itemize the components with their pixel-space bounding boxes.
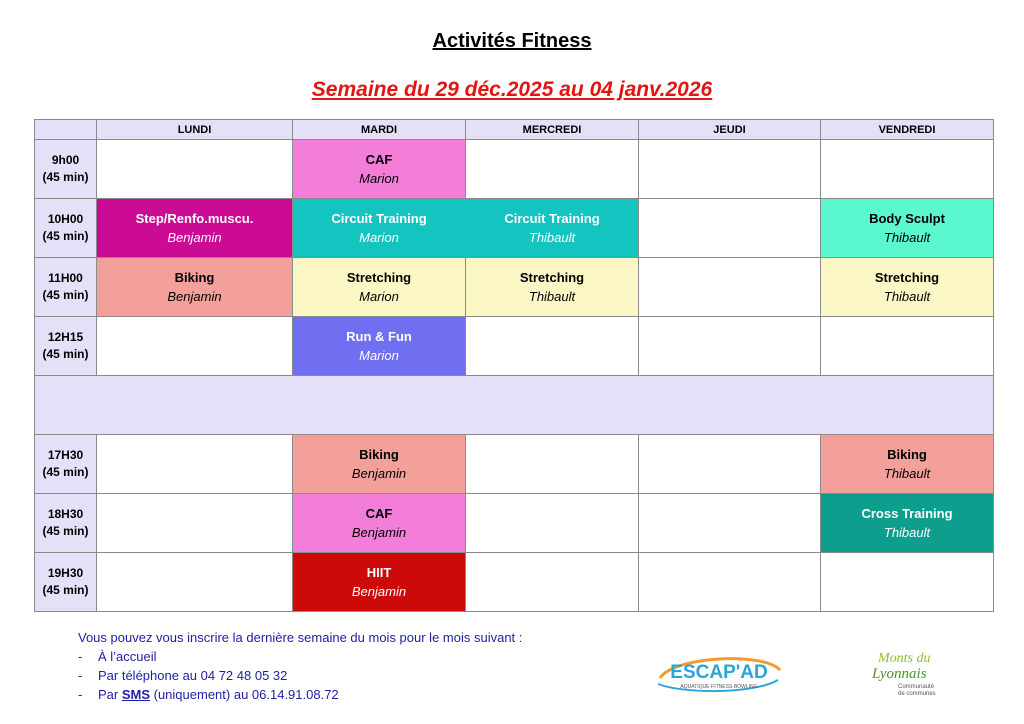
day-header-row [35,120,994,140]
time-label: 12H15 [47,330,84,344]
week-subtitle: Semaine du 29 déc.2025 au 04 janv.2026 [311,78,713,101]
time-slot-row [35,258,994,317]
coach-name: Benjamin [351,525,407,540]
empty-cell [639,140,821,199]
coach-name: Marion [359,230,399,245]
monts-logo-sub1: Communauté [898,684,935,690]
time-cell [35,140,97,199]
coach-name: Benjamin [351,466,407,481]
activity-name: CAF [365,506,393,521]
activity-cell-vendredi [821,494,994,553]
duration-label: (45 min) [42,465,89,479]
registration-list [78,647,522,704]
midday-break-cell [35,376,994,435]
coach-name: Benjamin [351,584,407,599]
monts-du-lyonnais-logo [868,646,954,698]
sms-word: SMS [121,687,151,702]
activity-name: Step/Renfo.muscu. [135,211,254,226]
empty-cell [97,140,293,199]
registration-item-accueil: - À l’accueil [78,647,522,666]
activity-cell-mercredi [466,199,639,258]
activity-name: Circuit Training [331,211,427,226]
empty-cell [639,553,821,612]
activity-cell-mardi [293,553,466,612]
time-label: 17H30 [47,448,84,462]
time-label: 9h00 [51,153,80,167]
empty-cell [97,435,293,494]
time-label: 19H30 [47,566,84,580]
empty-cell [639,317,821,376]
activity-cell-mardi [293,199,466,258]
day-header-lundi: LUNDI [97,120,293,140]
empty-cell [639,199,821,258]
empty-cell [97,317,293,376]
activity-cell-mardi [293,435,466,494]
schedule-table [34,119,994,612]
day-header-vendredi: VENDREDI [821,120,994,140]
registration-intro: Vous pouvez vous inscrire la dernière semaine du mois pour le mois suivant : [78,630,523,645]
page-title: Activités Fitness [432,30,592,52]
time-cell [35,494,97,553]
empty-cell [97,494,293,553]
coach-name: Benjamin [167,230,222,245]
activity-cell-mardi [293,317,466,376]
empty-cell [821,553,994,612]
sms-suffix: (uniquement) au 06.14.91.08.72 [150,687,339,702]
activity-name: Cross Training [861,506,953,521]
activity-name: Biking [887,447,927,462]
coach-name: Thibault [883,230,931,245]
monts-logo-line2: Lyonnais [872,666,927,682]
corner-cell [35,120,97,140]
activity-cell-mardi [293,494,466,553]
coach-name: Thibault [883,525,931,540]
empty-cell [466,435,639,494]
time-cell [35,199,97,258]
registration-info [78,628,522,704]
time-slot-row [35,199,994,258]
activity-name: Biking [359,447,399,462]
day-header-mercredi: MERCREDI [466,120,639,140]
empty-cell [821,140,994,199]
empty-cell [97,553,293,612]
activity-name: Stretching [874,270,940,285]
empty-cell [639,494,821,553]
midday-break-row [35,376,994,435]
escapad-logo-name: ESCAP'AD [670,662,768,683]
activity-name: Biking [174,270,215,285]
activity-cell-mercredi [466,258,639,317]
activity-name: Circuit Training [504,211,600,226]
time-slot-row [35,317,994,376]
activity-cell-vendredi [821,258,994,317]
time-cell [35,553,97,612]
activity-name: CAF [365,152,393,167]
empty-cell [639,258,821,317]
empty-cell [466,553,639,612]
activity-cell-mardi [293,258,466,317]
time-cell [35,317,97,376]
empty-cell [639,435,821,494]
day-header-mardi: MARDI [293,120,466,140]
empty-cell [821,317,994,376]
day-header-jeudi: JEUDI [639,120,821,140]
duration-label: (45 min) [42,229,89,243]
duration-label: (45 min) [42,524,89,538]
duration-label: (45 min) [42,288,89,302]
monts-logo-line1: Monts du [878,651,931,666]
time-label: 10H00 [47,212,84,226]
sms-prefix: Par [98,687,122,702]
empty-cell [466,494,639,553]
time-slot-row [35,553,994,612]
time-cell [35,258,97,317]
activity-name: Run & Fun [346,329,412,344]
monts-logo-sub2: de communes [898,691,936,697]
duration-label: (45 min) [42,583,89,597]
time-slot-row [35,494,994,553]
empty-cell [466,140,639,199]
duration-label: (45 min) [42,347,89,361]
activity-name: HIIT [366,565,392,580]
activity-cell-vendredi [821,199,994,258]
coach-name: Thibault [528,289,576,304]
time-label: 11H00 [48,271,83,285]
time-cell [35,435,97,494]
activity-cell-vendredi [821,435,994,494]
time-label: 18H30 [47,507,84,521]
activity-name: Body Sculpt [869,211,945,226]
coach-name: Thibault [528,230,576,245]
coach-name: Marion [359,289,399,304]
coach-name: Benjamin [167,289,222,304]
time-slot-row [35,140,994,199]
registration-item-sms [78,685,522,704]
time-slot-row [35,435,994,494]
activity-name: Stretching [346,270,412,285]
activity-cell-lundi [97,199,293,258]
coach-name: Marion [359,171,399,186]
registration-item-phone: - Par téléphone au 04 72 48 05 32 [78,666,522,685]
activity-cell-mardi [293,140,466,199]
empty-cell [466,317,639,376]
coach-name: Marion [359,348,399,363]
activity-cell-lundi [97,258,293,317]
escapad-logo [654,648,784,696]
coach-name: Thibault [883,466,931,481]
escapad-logo-tagline: AQUATIQUE·FITNESS·BOWLING [680,684,758,690]
duration-label: (45 min) [42,170,89,184]
activity-name: Stretching [519,270,585,285]
coach-name: Thibault [883,289,931,304]
